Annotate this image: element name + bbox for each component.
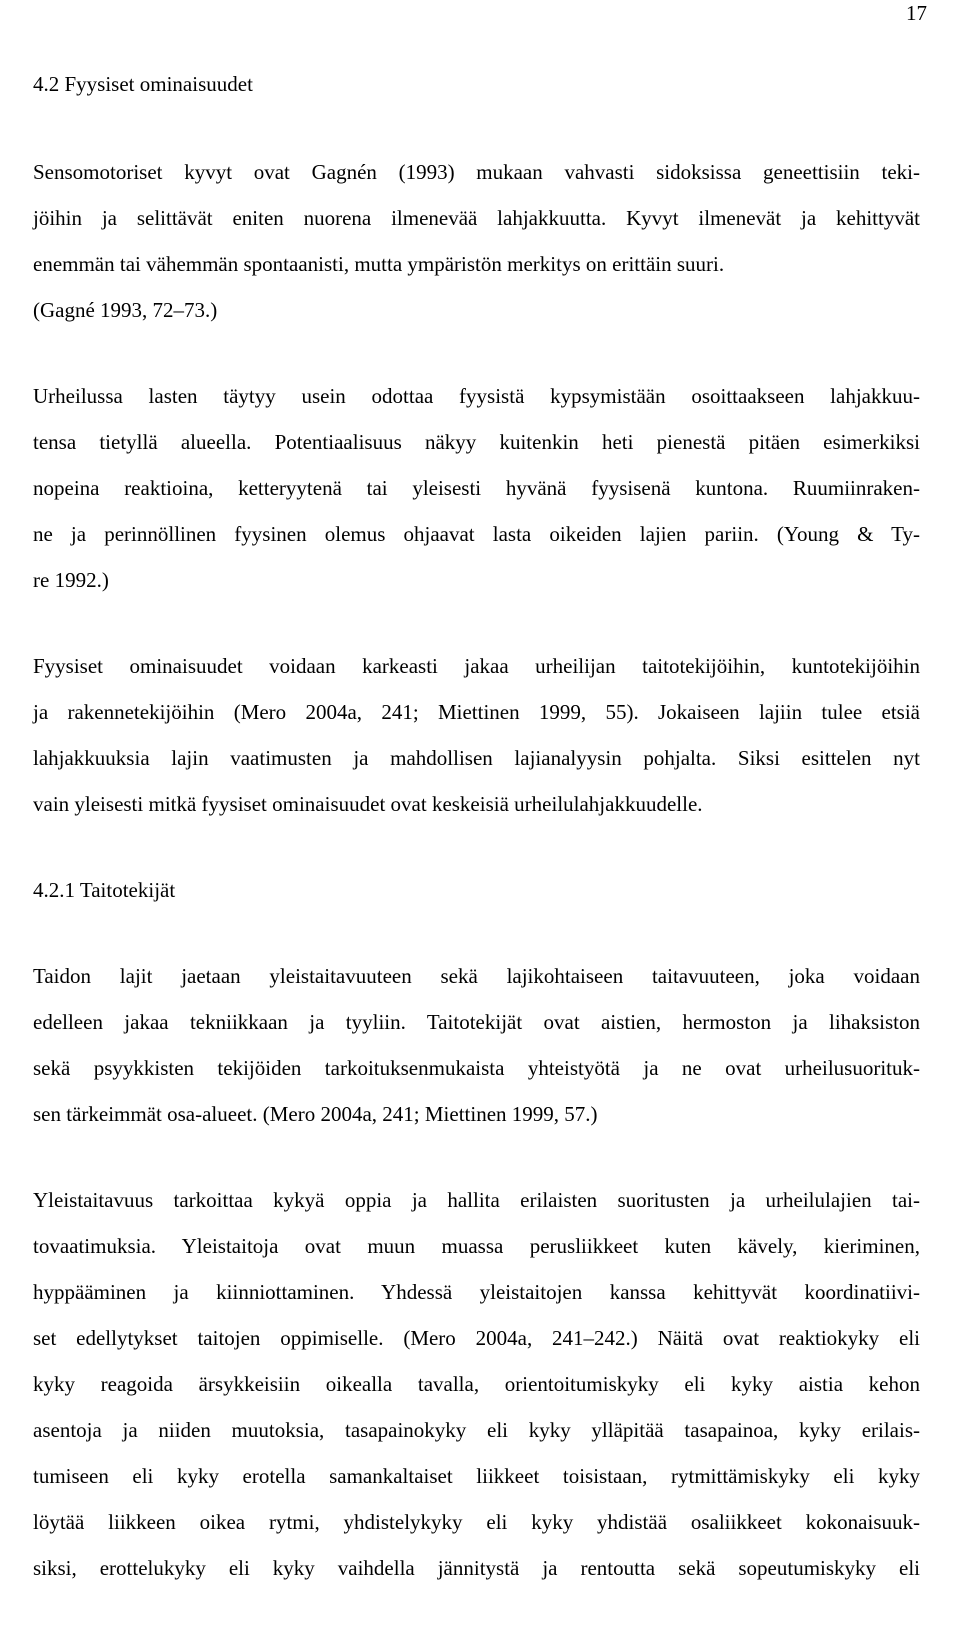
text-line: Urheilussa lasten täytyy usein odottaa fyysistä kypsymistään osoittaakseen lahjakkuu- bbox=[33, 384, 920, 408]
text-line: re 1992.) bbox=[33, 568, 109, 592]
text-line: Taidon lajit jaetaan yleistaitavuuteen sekä lajikohtaiseen taitavuuteen, joka voidaan bbox=[33, 964, 920, 988]
text-line: enemmän tai vähemmän spontaanisti, mutta ympäristön merkitys on erittäin suuri. bbox=[33, 252, 725, 276]
text-line: hyppääminen ja kiinniottaminen. Yhdessä yleistaitojen kanssa kehittyvät koordinatiivi- bbox=[33, 1280, 920, 1304]
section-heading: 4.2 Fyysiset ominaisuudet bbox=[33, 72, 253, 96]
text-line: tensa tietyllä alueella. Potentiaalisuus näkyy kuitenkin heti pienestä pitäen esimerkiksi bbox=[33, 430, 920, 454]
subsection-heading: 4.2.1 Taitotekijät bbox=[33, 878, 176, 902]
text-line: vain yleisesti mitkä fyysiset ominaisuudet ovat keskeisiä urheilulahjakkuudelle. bbox=[33, 792, 703, 816]
text-line: Sensomotoriset kyvyt ovat Gagnén (1993) mukaan vahvasti sidoksissa geneettisiin teki- bbox=[33, 160, 920, 184]
text-line: löytää liikkeen oikea rytmi, yhdistelykyky eli kyky yhdistää osaliikkeet kokonaisuuk- bbox=[33, 1510, 920, 1534]
text-line: ja rakennetekijöihin (Mero 2004a, 241; Miettinen 1999, 55). Jokaiseen lajiin tulee etsiä bbox=[33, 700, 920, 724]
text-line: lahjakkuuksia lajin vaatimusten ja mahdollisen lajianalyysin pohjalta. Siksi esittelen nyt bbox=[33, 746, 920, 770]
page-number: 17 bbox=[906, 1, 927, 25]
text-line: nopeina reaktioina, ketteryytenä tai yleisesti hyvänä fyysisenä kuntona. Ruumiinraken- bbox=[33, 476, 920, 500]
text-line: sen tärkeimmät osa-alueet. (Mero 2004a, 241; Miettinen 1999, 57.) bbox=[33, 1102, 598, 1126]
text-line: siksi, erottelukyky eli kyky vaihdella jännitystä ja rentoutta sekä sopeutumiskyky eli bbox=[33, 1556, 920, 1580]
text-line: set edellytykset taitojen oppimiselle. (Mero 2004a, 241–242.) Näitä ovat reaktiokyky eli bbox=[33, 1326, 920, 1350]
text-line: sekä psyykkisten tekijöiden tarkoituksenmukaista yhteistyötä ja ne ovat urheilusuorituk- bbox=[33, 1056, 920, 1080]
text-line: edelleen jakaa tekniikkaan ja tyyliin. Taitotekijät ovat aistien, hermoston ja lihaksiston bbox=[33, 1010, 920, 1034]
text-line: tumiseen eli kyky erotella samankaltaiset liikkeet toisistaan, rytmittämiskyky eli kyky bbox=[33, 1464, 920, 1488]
text-line: ne ja perinnöllinen fyysinen olemus ohjaavat lasta oikeiden lajien pariin. (Young & Ty- bbox=[33, 522, 920, 546]
text-line: Fyysiset ominaisuudet voidaan karkeasti jakaa urheilijan taitotekijöihin, kuntotekijöihin bbox=[33, 654, 920, 678]
text-line: (Gagné 1993, 72–73.) bbox=[33, 298, 218, 322]
text-line: asentoja ja niiden muutoksia, tasapainokyky eli kyky ylläpitää tasapainoa, kyky erilais- bbox=[33, 1418, 920, 1442]
text-line: jöihin ja selittävät eniten nuorena ilmenevää lahjakkuutta. Kyvyt ilmenevät ja kehittyvät bbox=[33, 206, 920, 230]
text-line: tovaatimuksia. Yleistaitoja ovat muun muassa perusliikkeet kuten kävely, kieriminen, bbox=[33, 1234, 920, 1258]
text-line: Yleistaitavuus tarkoittaa kykyä oppia ja hallita erilaisten suoritusten ja urheilulajien tai- bbox=[33, 1188, 920, 1212]
text-line: kyky reagoida ärsykkeisiin oikealla tavalla, orientoitumiskyky eli kyky aistia kehon bbox=[33, 1372, 920, 1396]
